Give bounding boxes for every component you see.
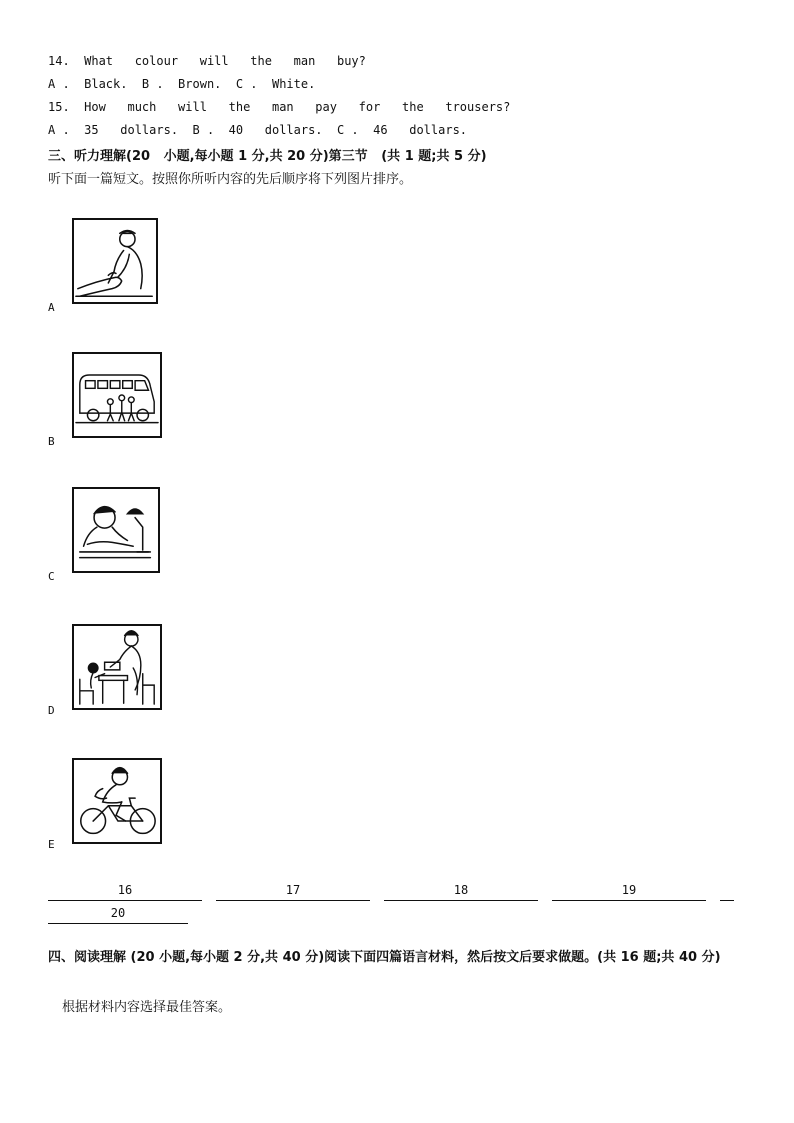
picture-a-label: A — [48, 301, 55, 314]
section-three-instruction: 听下面一篇短文。按照你所听内容的先后顺序将下列图片排序。 — [48, 172, 413, 187]
picture-a — [72, 218, 158, 304]
picture-b — [72, 352, 162, 438]
picture-e — [72, 758, 162, 844]
mother-child-table-icon — [74, 626, 160, 708]
boy-studying-icon — [74, 489, 158, 571]
answer-blank-20[interactable]: 20 — [48, 905, 188, 924]
answer-blank-20-start — [720, 882, 734, 901]
reading-section-heading: 四、阅读理解 (20 小题,每小题 2 分,共 40 分)阅读下面四篇语言材料，然后按文后要求做题。(共 16 题;共 40 分) — [48, 950, 721, 965]
doctor-patient-icon — [74, 220, 156, 302]
picture-c — [72, 487, 160, 573]
reading-instruction: 根据材料内容选择最佳答案。 — [62, 1000, 232, 1015]
answer-blank-17[interactable]: 17 — [216, 882, 370, 901]
picture-d — [72, 624, 162, 710]
picture-c-label: C — [48, 570, 55, 583]
picture-d-label: D — [48, 704, 55, 717]
answer-blank-18[interactable]: 18 — [384, 882, 538, 901]
question-14-options: A . Black. B . Brown. C . White. — [48, 77, 316, 91]
question-14: 14. What colour will the man buy? — [48, 54, 366, 68]
picture-b-label: B — [48, 435, 55, 448]
picture-e-label: E — [48, 838, 55, 851]
section-three-heading: 三、听力理解(20 小题,每小题 1 分,共 20 分)第三节 (共 1 题;共 5 分) — [48, 149, 487, 164]
question-15-options: A . 35 dollars. B . 40 dollars. C . 46 dollars. — [48, 123, 468, 137]
answer-blank-16[interactable]: 16 — [48, 882, 202, 901]
cyclist-icon — [74, 760, 160, 842]
question-15: 15. How much will the man pay for the trousers? — [48, 100, 511, 114]
answer-blank-19[interactable]: 19 — [552, 882, 706, 901]
school-bus-icon — [74, 354, 160, 436]
